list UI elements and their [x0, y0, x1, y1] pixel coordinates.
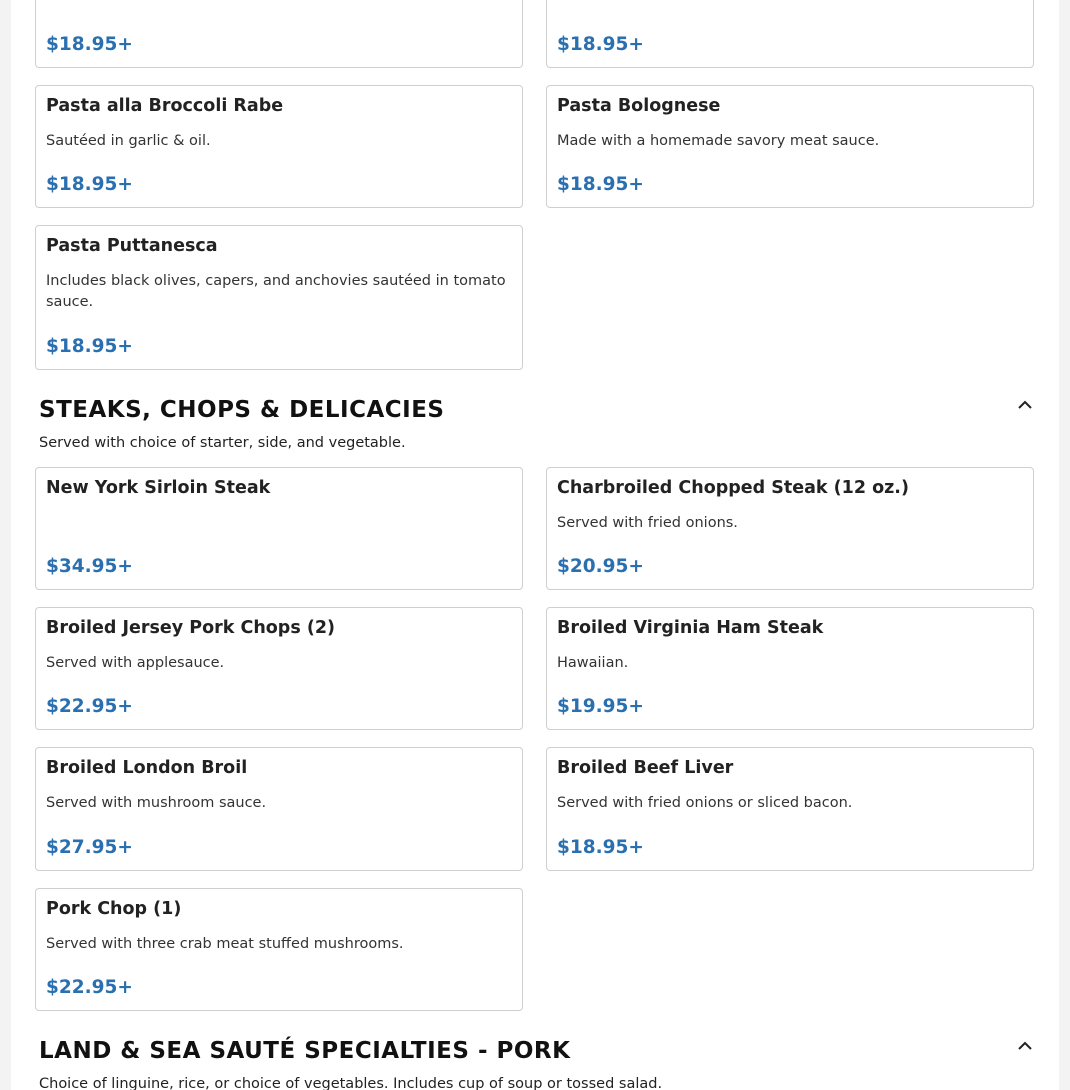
menu-item-card[interactable] — [35, 467, 523, 590]
item-name: Broiled Virginia Ham Steak — [557, 618, 824, 638]
item-price: $34.95+ — [46, 556, 133, 577]
item-price: $22.95+ — [46, 977, 133, 998]
item-name: Broiled London Broil — [46, 758, 248, 778]
item-name: Pasta Puttanesca — [46, 236, 218, 256]
item-price: $22.95+ — [46, 696, 133, 717]
menu-item-card[interactable] — [35, 0, 523, 68]
item-description: Hawaiian. — [557, 655, 629, 671]
menu-item-card[interactable] — [546, 85, 1034, 208]
menu-page — [11, 0, 1059, 1090]
menu-item-card[interactable] — [546, 0, 1034, 68]
item-price: $19.95+ — [557, 696, 644, 717]
item-description: Served with three crab meat stuffed mushrooms. — [46, 936, 404, 952]
item-price: $18.95+ — [46, 174, 133, 195]
item-price: $18.95+ — [46, 34, 133, 55]
collapse-section-button[interactable] — [1015, 1036, 1035, 1056]
menu-item-card[interactable] — [35, 607, 523, 730]
section-title: STEAKS, CHOPS & DELICACIES — [39, 397, 445, 423]
item-description: Served with fried onions. — [557, 515, 738, 531]
section-title: LAND & SEA SAUTÉ SPECIALTIES - PORK — [39, 1038, 571, 1064]
item-price: $20.95+ — [557, 556, 644, 577]
item-description: Includes black olives, capers, and anchovies sautéed in tomato sauce. — [46, 273, 506, 310]
menu-item-card[interactable] — [35, 85, 523, 208]
menu-item-card[interactable] — [35, 747, 523, 871]
menu-item-card[interactable] — [35, 225, 523, 370]
item-name: Pasta alla Broccoli Rabe — [46, 96, 284, 116]
item-name: Broiled Jersey Pork Chops (2) — [46, 618, 336, 638]
item-price: $18.95+ — [557, 34, 644, 55]
menu-item-card[interactable] — [546, 607, 1034, 730]
item-description — [46, 0, 508, 2]
item-name: Pork Chop (1) — [46, 899, 182, 919]
menu-item-card[interactable] — [35, 888, 523, 1011]
item-description: Made with a homemade savory meat sauce. — [557, 133, 880, 149]
item-price: $18.95+ — [557, 174, 644, 195]
item-name: Charbroiled Chopped Steak (12 oz.) — [557, 478, 909, 498]
item-description: Sautéed in garlic & oil. — [46, 133, 211, 149]
section-description: Served with choice of starter, side, and vegetable. — [39, 435, 406, 451]
item-description: Served with applesauce. — [46, 655, 225, 671]
chevron-up-icon — [1015, 395, 1035, 415]
section-description: Choice of linguine, rice, or choice of vegetables. Includes cup of soup or tossed salad. — [39, 1076, 663, 1090]
item-description: Served with fried onions or sliced bacon. — [557, 795, 853, 811]
item-price: $18.95+ — [557, 837, 644, 858]
chevron-up-icon — [1015, 1036, 1035, 1056]
item-price: $27.95+ — [46, 837, 133, 858]
item-name: New York Sirloin Steak — [46, 478, 271, 498]
item-name: Pasta Bolognese — [557, 96, 721, 116]
item-name: Broiled Beef Liver — [557, 758, 734, 778]
menu-item-card[interactable] — [546, 747, 1034, 871]
collapse-section-button[interactable] — [1015, 395, 1035, 415]
item-price: $18.95+ — [46, 336, 133, 357]
menu-item-card[interactable] — [546, 467, 1034, 590]
item-description: Served with mushroom sauce. — [46, 795, 267, 811]
